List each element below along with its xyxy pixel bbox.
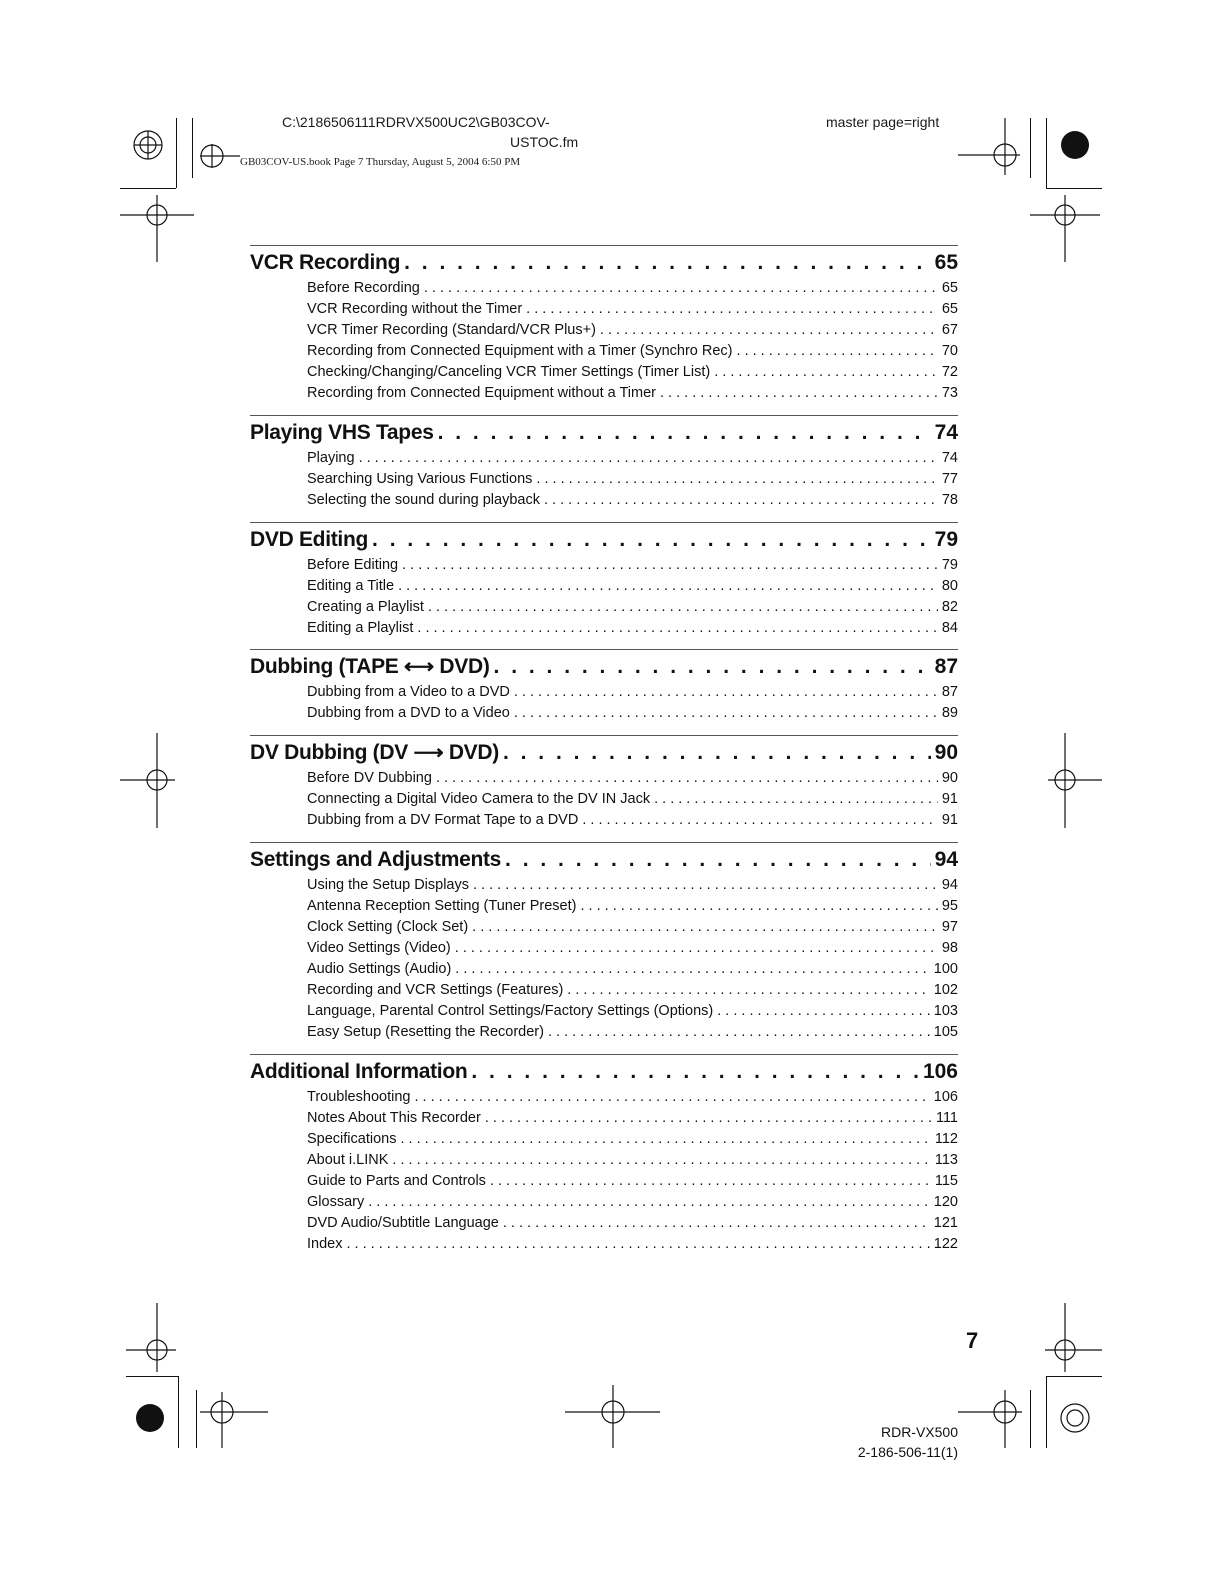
toc-entry [250,555,958,576]
toc-entry [250,469,958,490]
toc-entry-label: Editing a Playlist [307,620,414,636]
toc-entry-page: 120 [933,1194,958,1210]
toc-entry-label: Clock Setting (Clock Set) [307,919,469,935]
toc-entry [250,1129,958,1150]
master-page-label: master page=right [826,114,940,130]
toc-entry-page: 87 [941,684,958,700]
toc-entry-page: 98 [941,940,958,956]
toc-entry-page: 65 [941,301,958,317]
toc-entry [250,341,958,362]
toc-entry [250,576,958,597]
section-rule [250,649,958,650]
section-rule [250,735,958,736]
toc-entry-label: Searching Using Various Functions [307,471,533,487]
toc-entry-label: About i.LINK [307,1152,389,1168]
toc-entry [250,1213,958,1234]
toc-entry-label: Recording from Connected Equipment with a Timer (Synchro Rec) [307,343,733,359]
toc-entry [250,768,958,789]
toc-entry-page: 103 [933,1003,958,1019]
toc-entry-label: Audio Settings (Audio) [307,961,452,977]
section-title: DVD Editing [250,528,369,551]
toc-entry [250,959,958,980]
toc-entry [250,490,958,511]
toc-entry-page: 94 [941,877,958,893]
toc-entry [250,810,958,831]
toc-entry-label: Video Settings (Video) [307,940,451,956]
toc-section [250,1054,958,1255]
section-rule [250,415,958,416]
toc-entry-label: Before Recording [307,280,420,296]
section-page: 65 [934,251,958,274]
toc-entry-label: Dubbing from a DVD to a Video [307,705,510,721]
section-page: 79 [934,528,958,551]
file-path-line2: USTOC.fm [510,134,579,150]
section-page: 106 [922,1060,958,1083]
section-heading [250,845,958,875]
toc-entry-page: 105 [933,1024,958,1040]
section-page: 87 [934,655,958,678]
section-title: Dubbing (TAPE ⟷ DVD) [250,655,490,678]
toc-entry [250,362,958,383]
file-path-line1: C:\2186506111RDRVX500UC2\GB03COV- [282,114,550,130]
toc-entry-page: 91 [941,791,958,807]
toc-entry-page: 73 [941,385,958,401]
toc-entry-label: Troubleshooting [307,1089,411,1105]
section-heading [250,418,958,448]
toc-entry-page: 78 [941,492,958,508]
toc-entry-page: 90 [941,770,958,786]
toc-entry-label: Easy Setup (Resetting the Recorder) [307,1024,544,1040]
toc-entry-label: Checking/Changing/Canceling VCR Timer Settings (Timer List) [307,364,711,380]
toc-entry [250,618,958,639]
section-page: 74 [934,421,958,444]
toc-entry-label: DVD Audio/Subtitle Language [307,1215,499,1231]
toc-entry-page: 79 [941,557,958,573]
toc-entry [250,1022,958,1043]
section-heading [250,652,958,682]
toc-entry [250,1192,958,1213]
toc-entry-label: Guide to Parts and Controls [307,1173,486,1189]
section-heading [250,525,958,555]
toc-entry-label: Recording from Connected Equipment without a Timer [307,385,656,401]
toc-entry [250,875,958,896]
toc-section [250,842,958,1043]
toc-entry-page: 80 [941,578,958,594]
toc-entry [250,278,958,299]
toc-entry [250,938,958,959]
toc-entry [250,682,958,703]
toc-entry-page: 112 [934,1131,958,1147]
section-page: 94 [934,848,958,871]
section-title: Playing VHS Tapes [250,421,434,444]
page-number: 7 [966,1328,979,1353]
toc-entry-page: 91 [941,812,958,828]
toc-entry-label: Selecting the sound during playback [307,492,540,508]
toc-entry [250,597,958,618]
section-title: Settings and Adjustments [250,848,502,871]
toc-entry [250,917,958,938]
toc-entry-page: 113 [934,1152,958,1168]
toc-entry-page: 111 [935,1110,958,1126]
toc-entry-page: 77 [941,471,958,487]
toc-entry-label: Recording and VCR Settings (Features) [307,982,564,998]
toc-section [250,735,958,831]
toc-entry-page: 115 [934,1173,958,1189]
toc-entry [250,703,958,724]
toc-entry-page: 102 [933,982,958,998]
toc-entry-label: VCR Recording without the Timer [307,301,523,317]
toc-entry [250,980,958,1001]
toc-entry [250,448,958,469]
toc-entry-page: 97 [941,919,958,935]
section-rule [250,1054,958,1055]
toc-entry-page: 82 [941,599,958,615]
section-page: 90 [934,741,958,764]
toc-section [250,415,958,511]
toc-entry-page: 106 [933,1089,958,1105]
part-number: 2-186-506-11(1) [857,1444,958,1460]
toc-entry [250,383,958,404]
toc-entry-label: Playing [307,450,355,466]
section-title: DV Dubbing (DV ⟶ DVD) [250,741,499,764]
toc-entry-page: 74 [941,450,958,466]
toc-entry-label: Notes About This Recorder [307,1110,481,1126]
section-heading [250,248,958,278]
toc-entry-label: Index [307,1236,343,1252]
toc-entry [250,320,958,341]
section-heading [250,738,958,768]
toc-entry-page: 72 [941,364,958,380]
model-number: RDR-VX500 [880,1424,958,1440]
toc-section [250,245,958,404]
section-rule [250,522,958,523]
toc-entry-label: Glossary [307,1194,365,1210]
toc-entry-page: 65 [941,280,958,296]
toc-entry-page: 67 [941,322,958,338]
toc-entry-page: 70 [941,343,958,359]
toc-entry-label: Before DV Dubbing [307,770,432,786]
toc-entry [250,1234,958,1255]
toc-entry-page: 89 [941,705,958,721]
toc-entry-label: Language, Parental Control Settings/Factory Settings (Options) [307,1003,714,1019]
toc-entry-page: 95 [941,898,958,914]
toc-entry-page: 121 [933,1215,958,1231]
toc-entry-label: Creating a Playlist [307,599,424,615]
toc-entry-page: 122 [933,1236,958,1252]
toc-entry [250,1001,958,1022]
toc-entry [250,299,958,320]
toc-entry-label: Using the Setup Displays [307,877,469,893]
toc-entry-label: Antenna Reception Setting (Tuner Preset) [307,898,577,914]
section-rule [250,245,958,246]
toc-section [250,649,958,724]
toc-entry-label: Before Editing [307,557,399,573]
toc-entry [250,1108,958,1129]
toc-entry-label: Dubbing from a Video to a DVD [307,684,510,700]
toc-entry-label: VCR Timer Recording (Standard/VCR Plus+) [307,322,596,338]
toc-entry-label: Dubbing from a DV Format Tape to a DVD [307,812,579,828]
toc-entry [250,789,958,810]
section-title: Additional Information [250,1060,468,1083]
toc-entry [250,1087,958,1108]
section-title: VCR Recording [250,251,401,274]
toc-entry [250,896,958,917]
toc-section [250,522,958,639]
toc-entry-label: Connecting a Digital Video Camera to the DV IN Jack [307,791,651,807]
toc-entry-page: 100 [933,961,958,977]
book-info: GB03COV-US.book Page 7 Thursday, August 5, 2004 6:50 PM [240,156,521,168]
toc-entry-label: Specifications [307,1131,397,1147]
toc-entry-page: 84 [941,620,958,636]
section-rule [250,842,958,843]
toc-entry-label: Editing a Title [307,578,395,594]
toc-entry [250,1150,958,1171]
toc-entry [250,1171,958,1192]
section-heading [250,1057,958,1087]
